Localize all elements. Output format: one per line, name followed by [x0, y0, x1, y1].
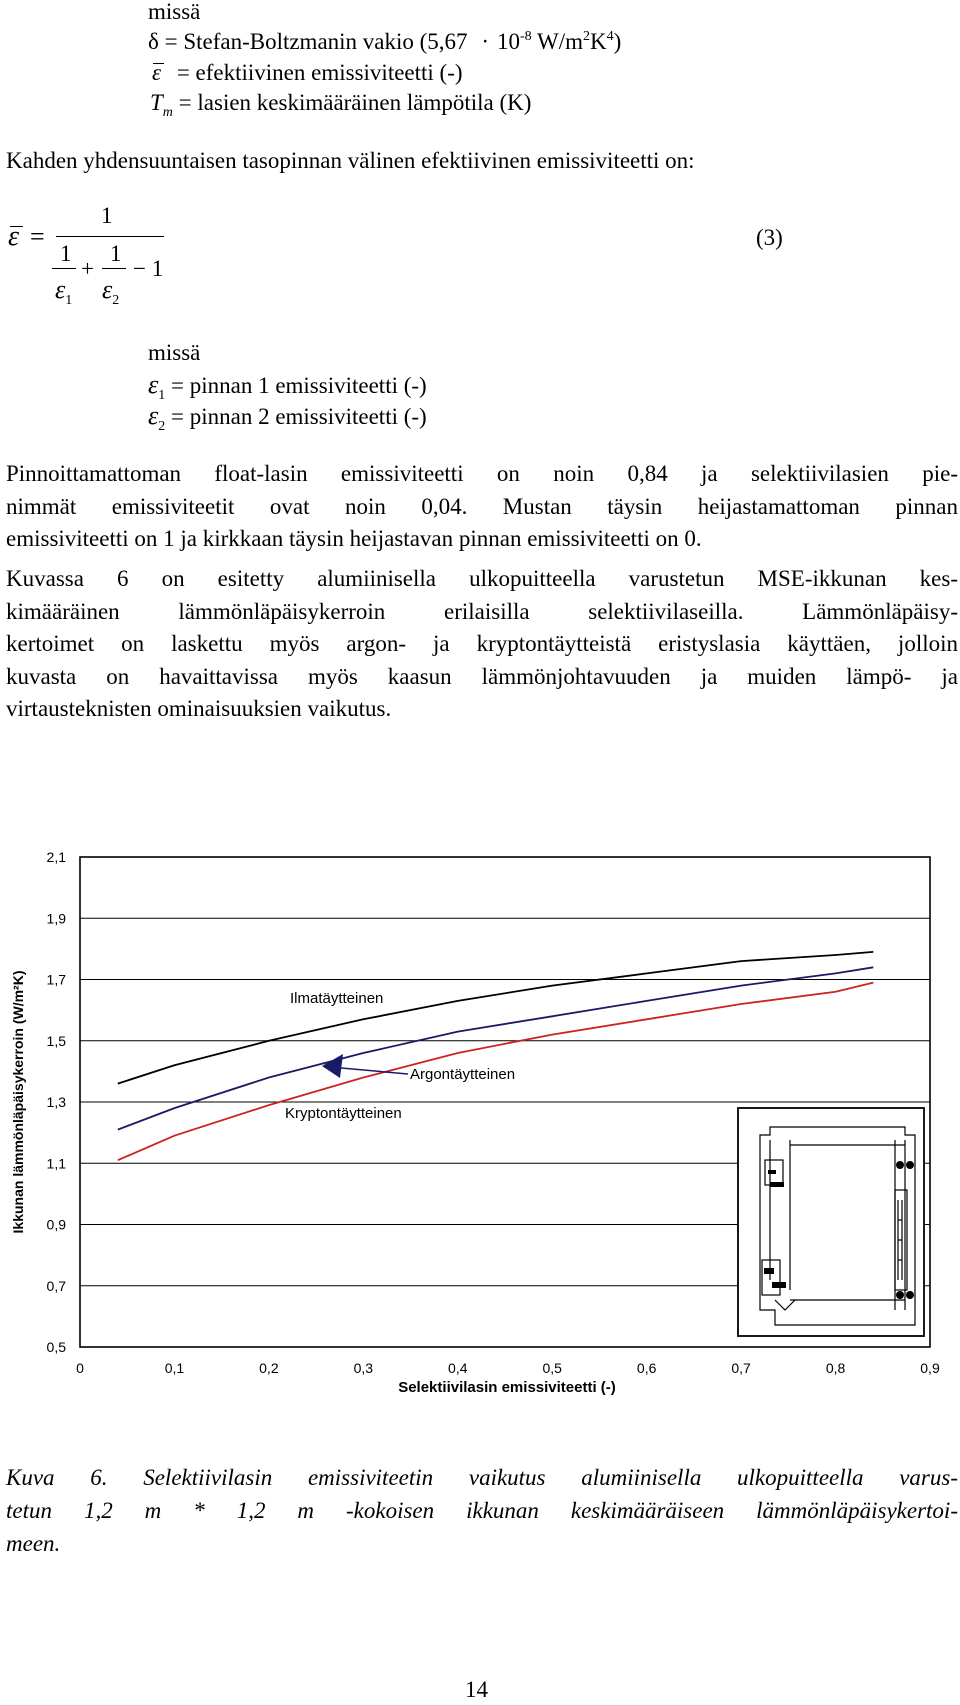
paragraph-2: Kuvassa 6 on esitetty alumiinisella ulkopuitteella varustetun MSE-ikkunan kes- kimääräinen lämmönläpäisykerroin erilaisilla selektiivilaseilla. Lämmönläpäisy- kertoimet on laskettu myös argon- ja kryptontäytteistä eristyslasia käyttäen, jolloin kuvasta on havaittavissa myös kaasun lämmönjohtavuuden ja muiden lämpö- ja virtausteknisten ominaisuuksien vaikutus. [6, 566, 958, 721]
y-tick-label: 0,5 [46, 1339, 66, 1355]
x-tick-label: 0,9 [920, 1360, 940, 1376]
y-tick-labels [47, 849, 67, 1355]
delta-text: = Stefan-Boltzmanin vakio (5,67 [164, 29, 468, 54]
x-tick-label: 0,2 [259, 1360, 279, 1376]
x-tick-label: 0 [76, 1360, 84, 1376]
eq-minus-one: − 1 [133, 256, 164, 281]
defs2-heading: missä [148, 340, 201, 365]
series-line-argont-ytteinen [118, 967, 874, 1129]
series-line-ilmat-ytteinen [118, 952, 874, 1084]
def-tm: $T_m$ = lasien keskimääräinen lämpötila (K) [150, 90, 532, 120]
eps-text: = efektiivinen emissiviteetti (-) [176, 60, 463, 85]
y-tick-label: 0,7 [46, 1277, 66, 1294]
label-argontaytteinen: Argontäytteinen [410, 1066, 516, 1083]
x-tick-label: 0,3 [353, 1360, 374, 1376]
u-value-chart [0, 840, 960, 1400]
delta-symbol: δ [148, 29, 159, 54]
eq-equals: = [30, 222, 45, 251]
y-tick-label: 1,3 [46, 1094, 66, 1110]
y-axis-label: Ikkunan lämmönläpäisykerroin (W/m²K) [10, 970, 26, 1234]
y-tick-label: 2,1 [46, 849, 66, 865]
defs-heading: missä [148, 0, 201, 24]
eq-frac-bar-1 [52, 268, 76, 269]
label-ilmataytteinen: Ilmatäytteinen [290, 990, 384, 1007]
equation-number: (3) [756, 225, 783, 250]
x-tick-label: 0,8 [825, 1360, 846, 1376]
annotation-arrow [322, 1054, 408, 1078]
eq-plus: + [81, 256, 94, 281]
label-kryptontaytteinen: Kryptontäytteinen [285, 1105, 402, 1122]
eq-numerator: 1 [101, 203, 113, 228]
x-axis-label: Selektiivilasin emissiviteetti (-) [398, 1379, 616, 1396]
y-tick-label: 1,1 [46, 1155, 66, 1172]
figure-caption: Kuva 6. Selektiivilasin emissiviteetin vaikutus alumiinisella ulkopuitteella varus- tetun 1,2 m * 1,2 m -kokoisen ikkunan keskimääräiseen lämmönläpäisykertoi- meen. [6, 1465, 958, 1556]
def-eps1: $\varepsilon_1$ = pinnan 1 emissiviteetti (-) [148, 370, 427, 403]
x-tick-label: 0,4 [448, 1360, 468, 1376]
y-tick-label: 1,9 [46, 910, 66, 927]
tm-text: = lasien keskimääräinen lämpötila (K) [178, 90, 532, 115]
eq-frac-bar-2 [102, 268, 126, 269]
window-section-inset [738, 1108, 924, 1336]
y-tick-label: 1,7 [46, 971, 66, 988]
x-tick-label: 0,7 [731, 1360, 751, 1376]
x-tick-label: 0,6 [636, 1360, 657, 1376]
y-tick-label: 1,5 [46, 1032, 66, 1049]
x-tick-labels [76, 1360, 940, 1376]
eq-main-fraction-bar [56, 236, 164, 237]
eq-lhs-eps: ε [8, 222, 19, 252]
page-number: 14 [465, 1677, 488, 1702]
x-tick-label: 0,5 [542, 1360, 562, 1376]
dot-operator: · [481, 29, 489, 54]
x-tick-label: 0,1 [164, 1360, 185, 1376]
eps-bar-symbol: ε [152, 60, 161, 85]
paragraph-1: Pinnoittamattoman float-lasin emissiviteetti on noin 0,84 ja selektiivilasien pie- nimmät emissiviteetit ovat noin 0,04. Mustan täysin heijastamattoman pinnan emissiviteetti on 1 ja kirkkaan täysin heijastavan pinnan emissiviteetti on 0. [6, 461, 958, 551]
y-tick-label: 0,9 [46, 1216, 66, 1233]
intro-sentence: Kahden yhdensuuntaisen tasopinnan välinen efektiivinen emissiviteetti on: [6, 148, 695, 173]
def-eps [152, 58, 463, 88]
def-delta: δ = Stefan-Boltzmanin vakio ($5,67 \cdot 10^{-8}$ $W/m^2K^4$) [148, 29, 622, 54]
def-eps2: $\varepsilon_2$ = pinnan 2 emissiviteetti (-) [148, 401, 427, 434]
